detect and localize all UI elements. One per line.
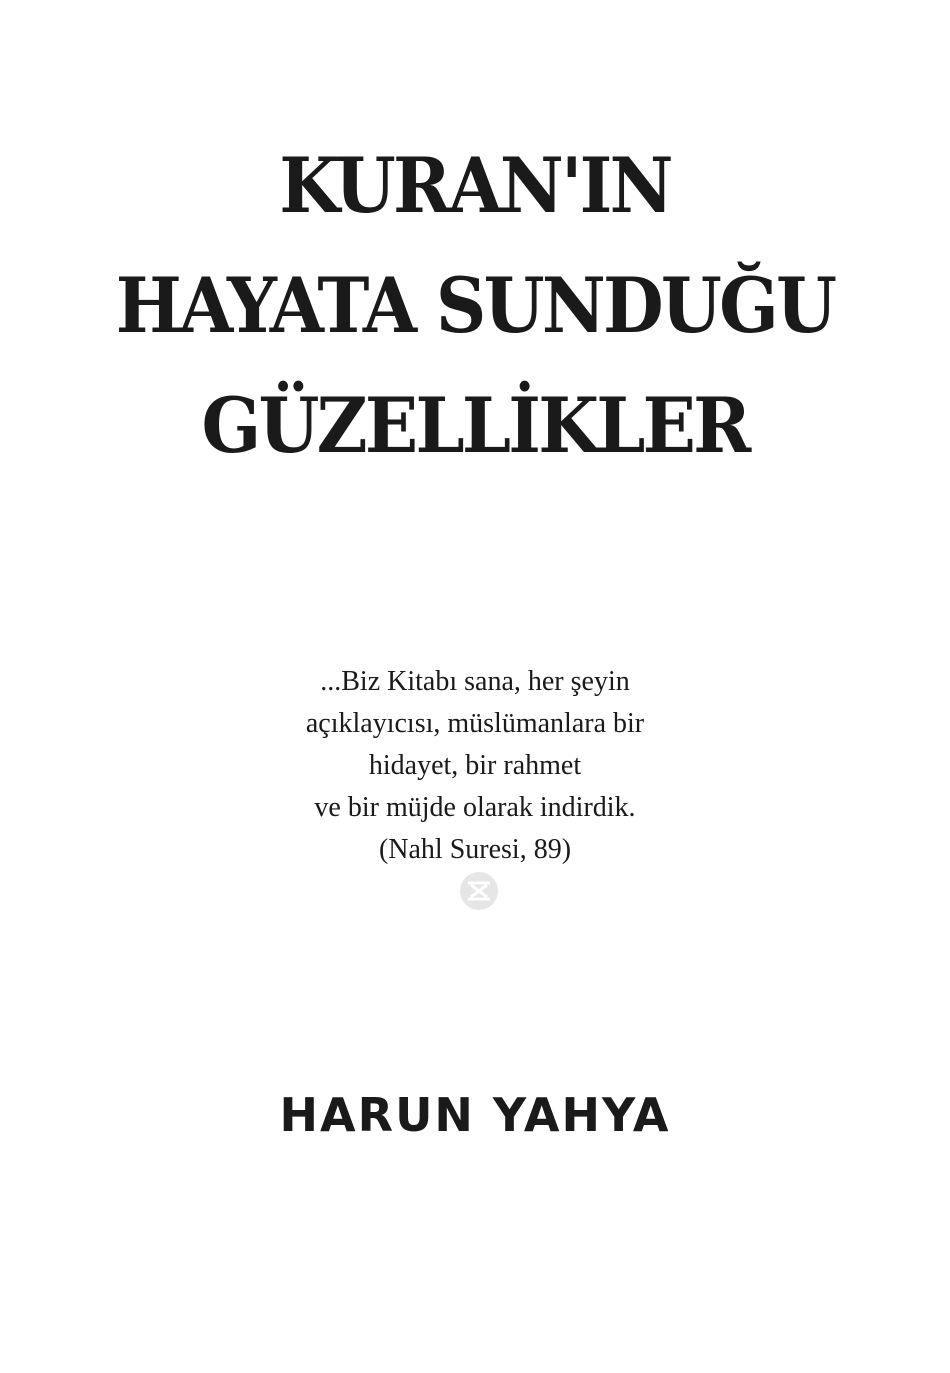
book-title-line-2: HAYATA SUNDUĞU <box>115 261 835 350</box>
epigraph-line: açıklayıcısı, müslümanlara bir <box>305 708 645 739</box>
epigraph-line: ...Biz Kitabı sana, her şeyin <box>320 666 630 697</box>
book-title-line-1: KURAN'IN <box>279 141 671 230</box>
epigraph-line: hidayet, bir rahmet <box>368 750 582 781</box>
book-title-line-3: GÜZELLİKLER <box>201 381 749 470</box>
epigraph <box>0 661 950 871</box>
author-name: HARUN YAHYA <box>279 1088 671 1142</box>
epigraph-line: ve bir müjde olarak indirdik. <box>314 792 636 823</box>
circle-cross-emblem-icon <box>460 872 498 910</box>
epigraph-citation: (Nahl Suresi, 89) <box>378 834 572 865</box>
